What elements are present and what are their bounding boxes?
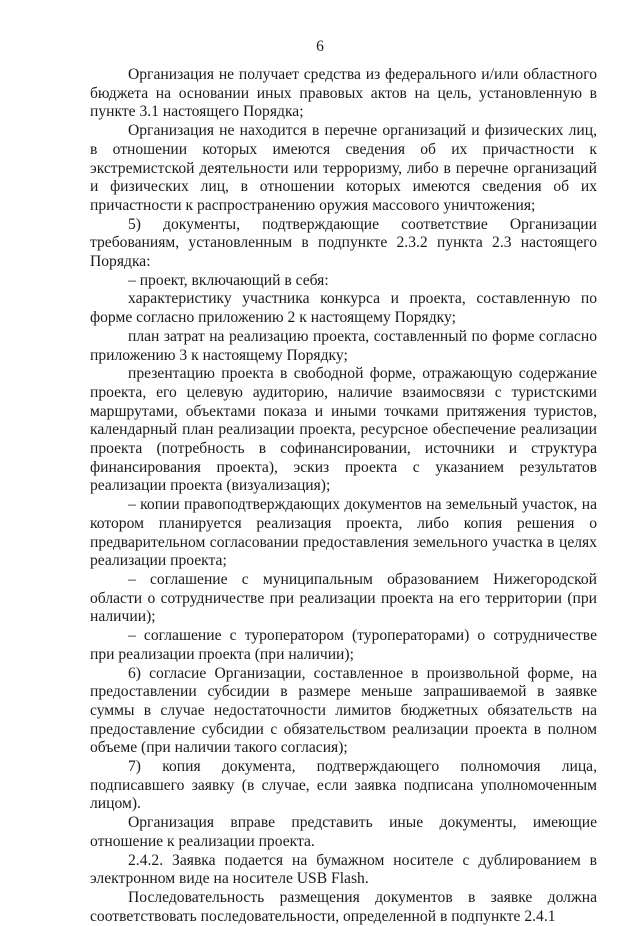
paragraph-project-includes: – проект, включающий в себя:: [128, 271, 329, 289]
paragraph-participant-characteristic: характеристику участника конкурса и проекта, составленную по форме согласно приложению 2 к настоящему Порядку;: [90, 290, 597, 327]
paragraph-presentation: презентацию проекта в свободной форме, отражающую содержание проекта, его целевую аудиторию, наличие взаимосвязи с туристскими маршрутами, объектами показа и иными точками притяжения туристов, календарный план реализации проекта, ресурсное обеспечение реализации проекта (потребность в софинансировании, источники и структура финансирования проекта), эскиз проекта с указанием результатов реализации проекта (визуализация);: [90, 365, 597, 495]
paragraph-item-7: 7) копия документа, подтверждающего полномочия лица, подписавшего заявку (в случае, если заявка подписана уполномоченным лицом).: [90, 758, 597, 813]
paragraph-2-4-2: 2.4.2. Заявка подается на бумажном носителе с дублированием в электронном виде на носителе USB Flash.: [90, 851, 597, 888]
paragraph-municipal-agreement: – соглашение с муниципальным образованием Нижегородской области о сотрудничестве при реализации проекта на его территории (при наличии);: [90, 570, 597, 626]
paragraph-cost-plan: план затрат на реализацию проекта, составленный по форме согласно приложению 3 к настоящему Порядку;: [90, 327, 597, 364]
paragraph-funding-condition: Организация не получает средства из федерального и/или областного бюджета на основании иных правовых актов на цель, установленную в пункте 3.1 настоящего Порядка;: [90, 66, 597, 121]
paragraph-document-order: Последовательность размещения документов в заявке должна соответствовать последовательности, определенной в подпункте 2.4.1: [90, 888, 597, 925]
paragraph-land-documents: – копии правоподтверждающих документов на земельный участок, на котором планируется реализация проекта, либо копия решения о предварительном согласовании предоставления земельного участка в целях реализации проекта;: [90, 496, 597, 570]
paragraph-item-5: 5) документы, подтверждающие соответствие Организации требованиям, установленным в подпункте 2.3.2 пункта 2.3 настоящего Порядка:: [90, 215, 597, 271]
paragraph-tour-operator-agreement: – соглашение с туроператором (туроператорами) о сотрудничестве при реализации проекта (при наличии);: [90, 627, 597, 663]
document-body: [90, 66, 597, 926]
paragraph-other-documents: Организация вправе представить иные документы, имеющие отношение к реализации проекта.: [90, 814, 597, 850]
page-number: 6: [316, 38, 324, 55]
paragraph-extremism-list: Организация не находится в перечне организаций и физических лиц, в отношении которых имеются сведения об их причастности к экстремистской деятельности или терроризму, либо в перечне организаций и физических лиц, в отношении которых имеются сведения об их причастности к распространению оружия массового уничтожения;: [90, 122, 597, 214]
paragraph-item-6: 6) согласие Организации, составленное в произвольной форме, на предоставлении субсидии в размере меньше запрашиваемой в заявке суммы в случае недостаточности лимитов бюджетных обязательств на предоставление субсидии с обязательством реализации проекта в полном объеме (при наличии такого согласия);: [90, 664, 597, 757]
